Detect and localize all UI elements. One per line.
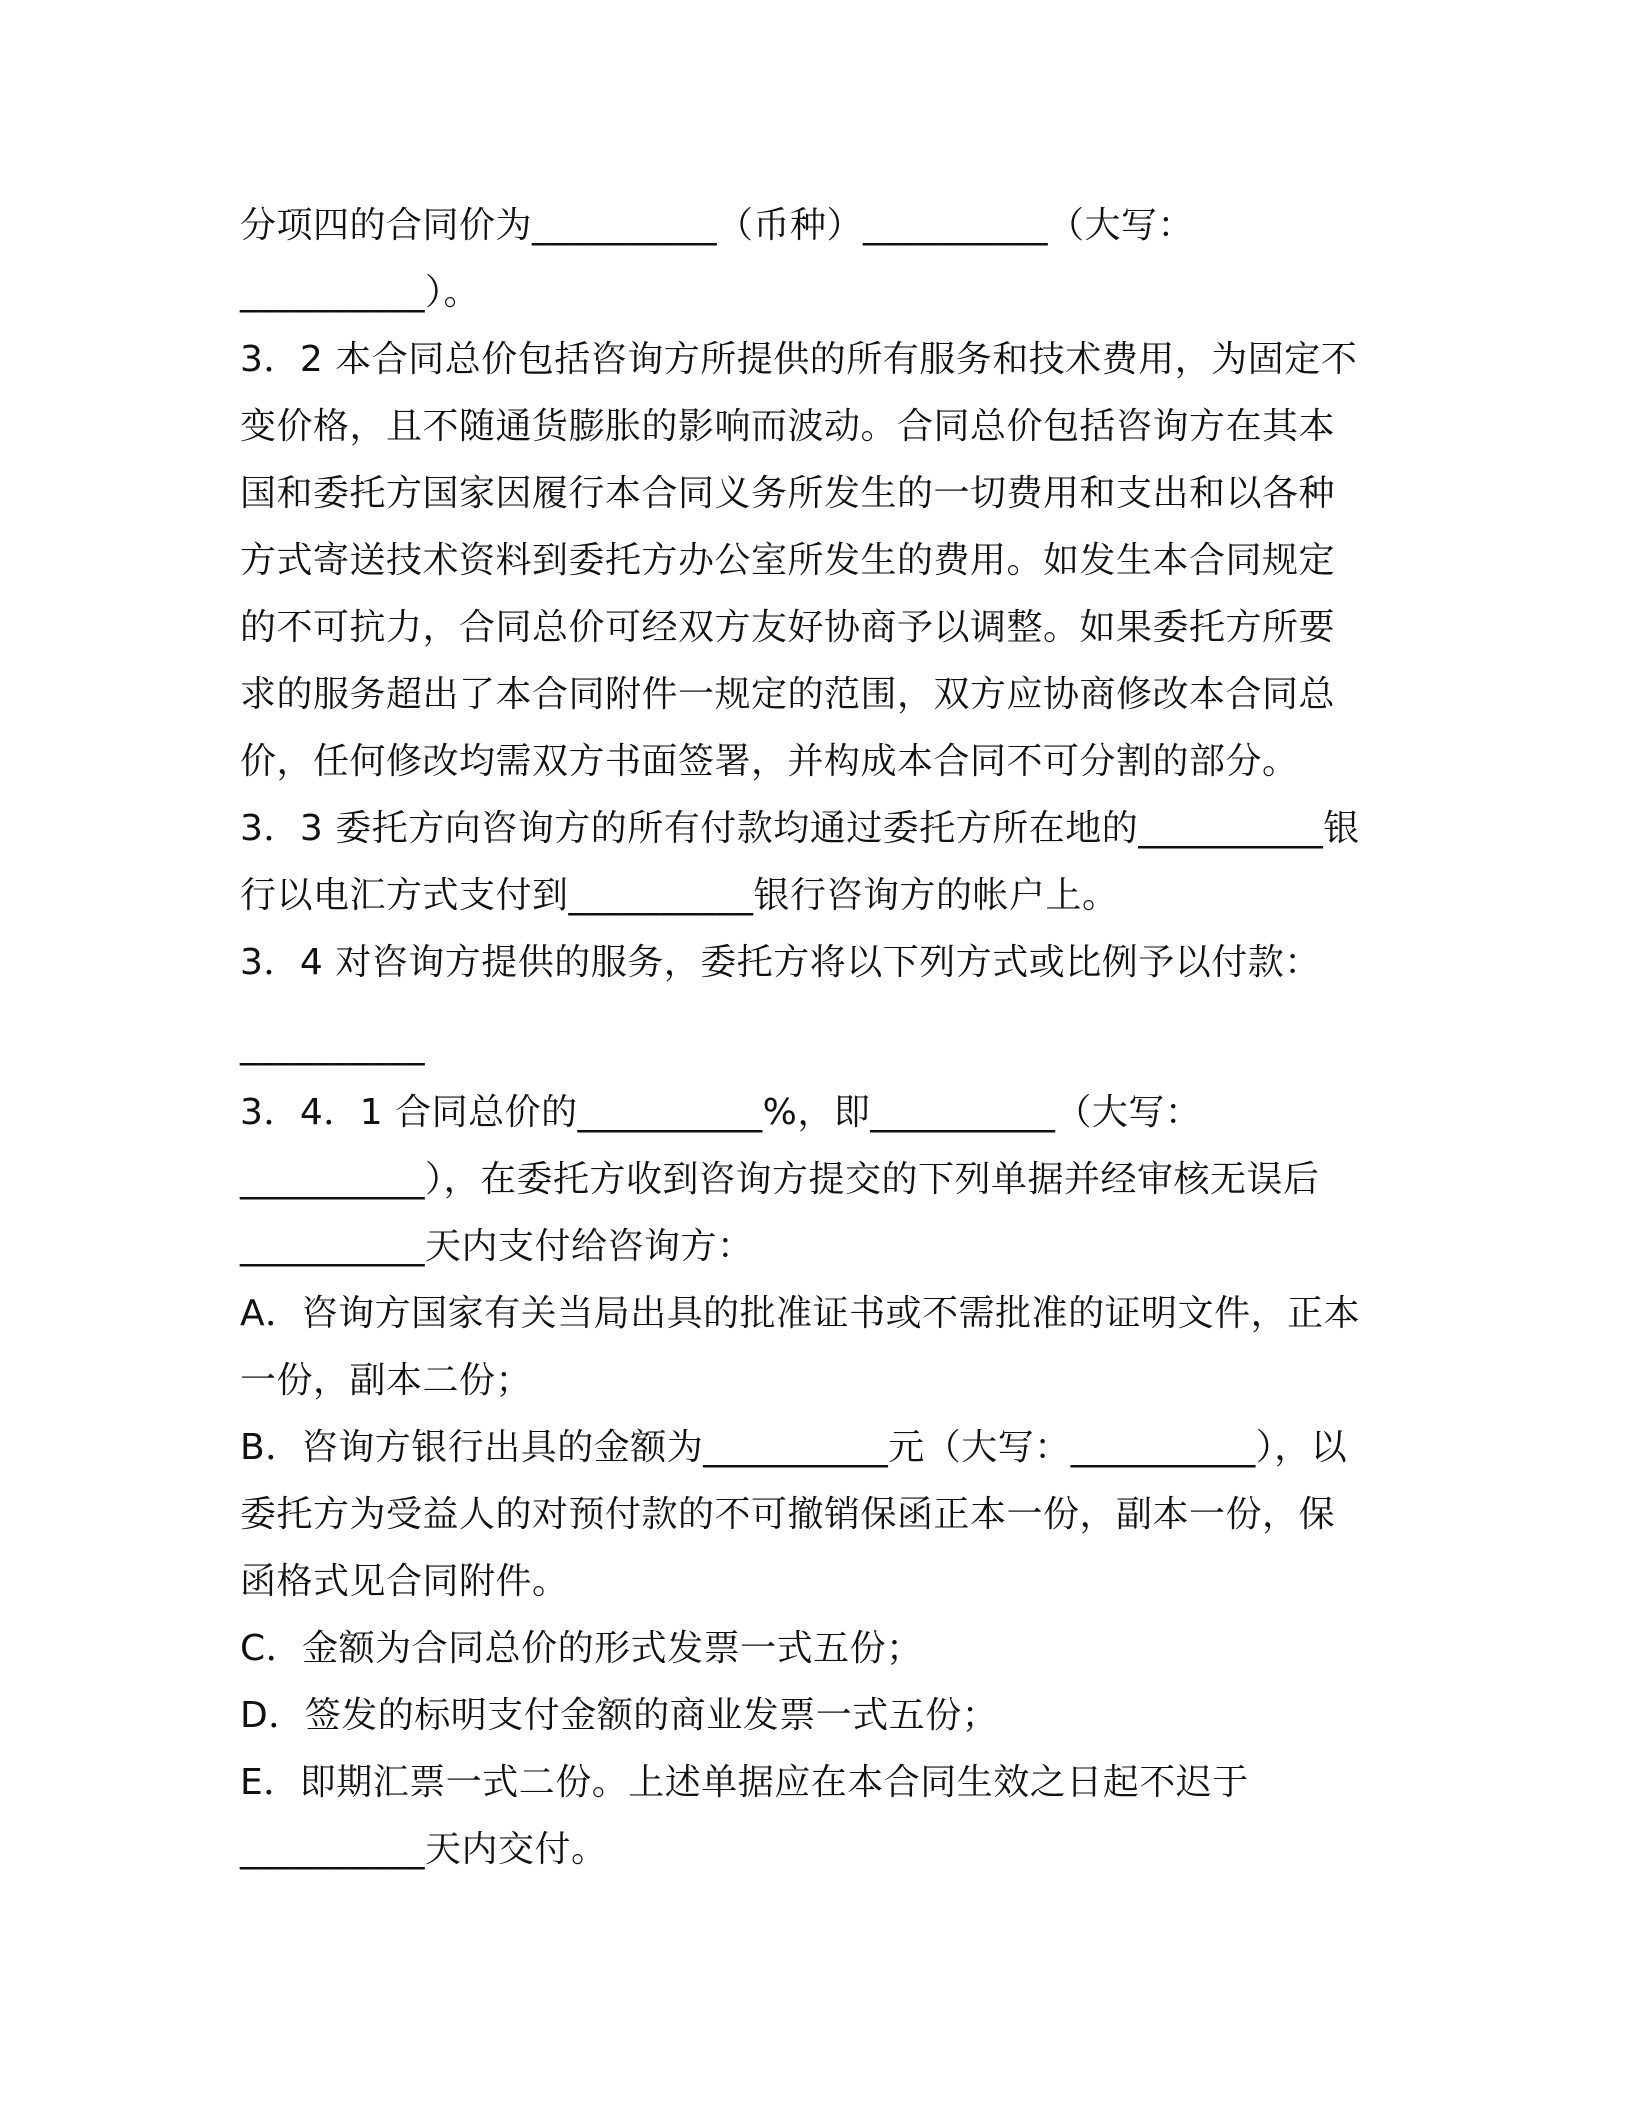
text-line: __________天内交付。 <box>240 1829 608 1870</box>
item-d-line: D．签发的标明支付金额的商业发票一式五份； <box>240 1695 999 1736</box>
text-line: 方式寄送技术资料到委托方办公室所发生的费用。如发生本合同规定 <box>240 540 1336 581</box>
item-e-line: E．即期汇票一式二份。上述单据应在本合同生效之日起不迟于 <box>240 1762 1249 1803</box>
clause-3-4-line: 3．4 对咨询方提供的服务，委托方将以下列方式或比例予以付款： <box>240 942 1321 983</box>
text-line: __________）。 <box>240 272 481 313</box>
blank-line: __________ <box>240 1025 425 1066</box>
document-body <box>240 192 1400 1883</box>
text-line: __________天内支付给咨询方： <box>240 1226 754 1267</box>
text-line: __________），在委托方收到咨询方提交的下列单据并经审核无误后 <box>240 1159 1320 1200</box>
text-line: 委托方为受益人的对预付款的不可撤销保函正本一份，副本一份，保 <box>240 1494 1336 1535</box>
text-line: 分项四的合同价为__________（币种）__________（大写： <box>240 205 1195 246</box>
item-b-line: B．咨询方银行出具的金额为__________元（大写：__________），以 <box>240 1427 1348 1468</box>
clause-3-2-line: 3．2 本合同总价包括咨询方所提供的所有服务和技术费用，为固定不 <box>240 339 1358 380</box>
clause-3-3-line: 3．3 委托方向咨询方的所有付款均通过委托方所在地的__________银 <box>240 808 1360 849</box>
clause-3-4-1-line: 3．4．1 合同总价的__________%，即__________（大写： <box>240 1092 1202 1133</box>
text-line: 的不可抗力，合同总价可经双方友好协商予以调整。如果委托方所要 <box>240 607 1336 648</box>
text-line: 函格式见合同附件。 <box>240 1561 569 1602</box>
text-line: 价，任何修改均需双方书面签署，并构成本合同不可分割的部分。 <box>240 741 1299 782</box>
text-line: 求的服务超出了本合同附件一规定的范围，双方应协商修改本合同总 <box>240 674 1336 715</box>
text-line: 一份，副本二份； <box>240 1360 533 1401</box>
item-c-line: C．金额为合同总价的形式发票一式五份； <box>240 1628 923 1669</box>
text-line: 变价格，且不随通货膨胀的影响而波动。合同总价包括咨询方在其本 <box>240 406 1336 447</box>
text-line: 国和委托方国家因履行本合同义务所发生的一切费用和支出和以各种 <box>240 473 1336 514</box>
item-a-line: A．咨询方国家有关当局出具的批准证书或不需批准的证明文件，正本 <box>240 1293 1361 1334</box>
text-line: 行以电汇方式支付到__________银行咨询方的帐户上。 <box>240 875 1119 916</box>
